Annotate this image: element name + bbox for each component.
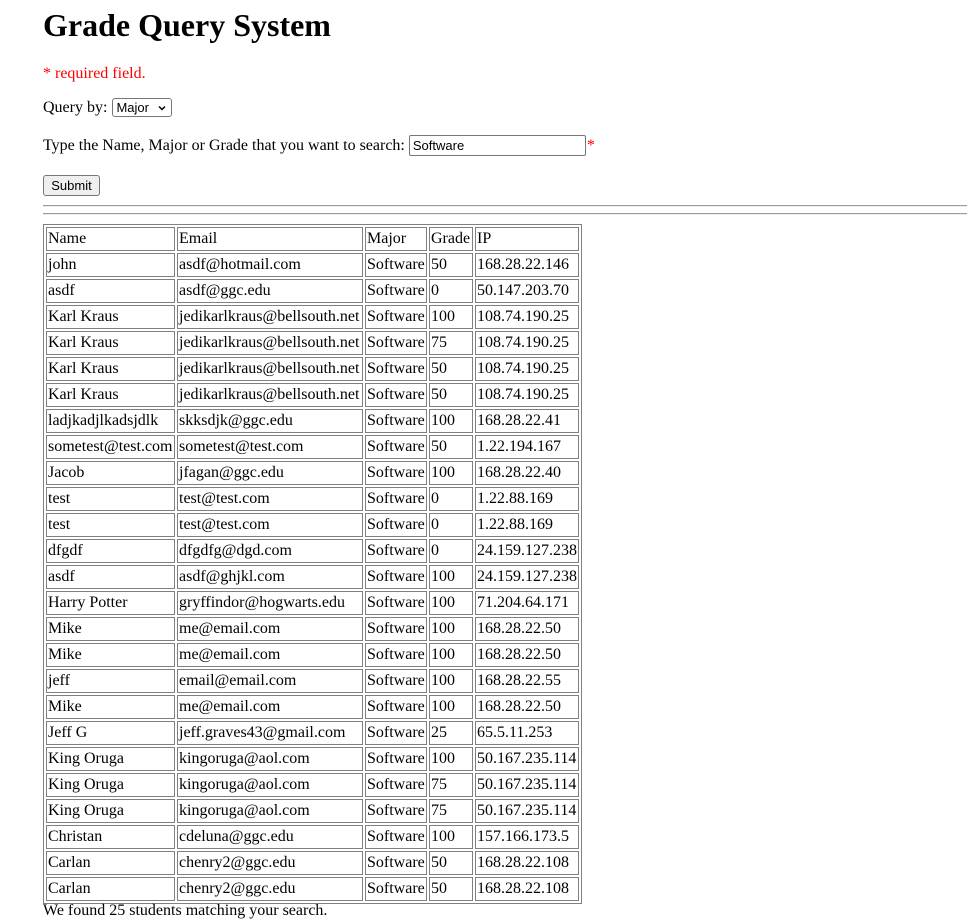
chevron-down-icon: [158, 104, 166, 112]
table-cell-email: jeff.graves43@gmail.com: [177, 721, 363, 745]
table-header-row: [46, 227, 579, 251]
table-cell-ip: 168.28.22.108: [475, 877, 579, 901]
table-cell-major: Software: [365, 669, 427, 693]
table-cell-grade: 50: [429, 877, 473, 901]
table-row: [46, 487, 579, 511]
table-row: [46, 461, 579, 485]
table-cell-name: Mike: [46, 617, 175, 641]
table-cell-major: Software: [365, 799, 427, 823]
query-by-selected-value: Major: [116, 99, 149, 115]
table-cell-grade: 100: [429, 669, 473, 693]
table-cell-email: jedikarlkraus@bellsouth.net: [177, 383, 363, 407]
table-cell-ip: 1.22.88.169: [475, 513, 579, 537]
table-row: [46, 305, 579, 329]
table-cell-email: skksdjk@ggc.edu: [177, 409, 363, 433]
table-cell-major: Software: [365, 539, 427, 563]
table-row: [46, 851, 579, 875]
table-row: [46, 695, 579, 719]
table-cell-email: jedikarlkraus@bellsouth.net: [177, 357, 363, 381]
table-cell-ip: 168.28.22.108: [475, 851, 579, 875]
table-row: [46, 669, 579, 693]
table-cell-ip: 157.166.173.5: [475, 825, 579, 849]
table-row: [46, 877, 579, 901]
required-star: *: [586, 137, 595, 154]
table-row: [46, 253, 579, 277]
table-cell-name: test: [46, 513, 175, 537]
divider: [43, 205, 967, 207]
table-row: [46, 721, 579, 745]
table-cell-name: ladjkadjlkadsjdlk: [46, 409, 175, 433]
table-cell-major: Software: [365, 695, 427, 719]
table-cell-major: Software: [365, 513, 427, 537]
table-cell-ip: 108.74.190.25: [475, 331, 579, 355]
table-cell-major: Software: [365, 279, 427, 303]
table-cell-major: Software: [365, 643, 427, 667]
table-cell-email: jedikarlkraus@bellsouth.net: [177, 331, 363, 355]
table-cell-ip: 1.22.88.169: [475, 487, 579, 511]
table-cell-grade: 50: [429, 253, 473, 277]
table-row: [46, 513, 579, 537]
table-row: [46, 591, 579, 615]
table-row: [46, 617, 579, 641]
table-cell-ip: 24.159.127.238: [475, 565, 579, 589]
table-cell-major: Software: [365, 773, 427, 797]
results-table-body: [46, 227, 579, 901]
table-cell-name: King Oruga: [46, 747, 175, 771]
table-cell-name: Carlan: [46, 877, 175, 901]
page-title: Grade Query System: [43, 7, 331, 43]
table-cell-ip: 108.74.190.25: [475, 383, 579, 407]
table-cell-major: Software: [365, 877, 427, 901]
table-cell-ip: 65.5.11.253: [475, 721, 579, 745]
table-cell-grade: 100: [429, 695, 473, 719]
table-cell-email: asdf@hotmail.com: [177, 253, 363, 277]
table-cell-grade: 0: [429, 539, 473, 563]
submit-button[interactable]: Submit: [43, 175, 100, 196]
table-cell-major: Software: [365, 383, 427, 407]
search-label: Type the Name, Major or Grade that you want to search:: [43, 137, 405, 155]
table-cell-name: john: [46, 253, 175, 277]
table-cell-email: chenry2@ggc.edu: [177, 851, 363, 875]
table-cell-grade: 100: [429, 617, 473, 641]
table-cell-major: Software: [365, 591, 427, 615]
header-cell-name: Name: [46, 227, 175, 251]
table-cell-grade: 0: [429, 279, 473, 303]
header-cell-email: Email: [177, 227, 363, 251]
table-cell-name: King Oruga: [46, 773, 175, 797]
table-cell-major: Software: [365, 565, 427, 589]
table-row: [46, 565, 579, 589]
query-by-select[interactable]: [112, 98, 172, 117]
table-cell-grade: 25: [429, 721, 473, 745]
table-cell-email: test@test.com: [177, 487, 363, 511]
table-cell-name: jeff: [46, 669, 175, 693]
table-cell-ip: 168.28.22.41: [475, 409, 579, 433]
table-cell-grade: 75: [429, 331, 473, 355]
table-cell-grade: 100: [429, 591, 473, 615]
query-by-label: Query by:: [43, 99, 108, 116]
table-cell-email: kingoruga@aol.com: [177, 799, 363, 823]
table-cell-ip: 168.28.22.55: [475, 669, 579, 693]
table-cell-email: me@email.com: [177, 695, 363, 719]
table-cell-name: Karl Kraus: [46, 357, 175, 381]
table-cell-major: Software: [365, 617, 427, 641]
table-cell-name: Mike: [46, 695, 175, 719]
table-cell-major: Software: [365, 253, 427, 277]
table-row: [46, 799, 579, 823]
table-cell-email: email@email.com: [177, 669, 363, 693]
table-cell-name: Harry Potter: [46, 591, 175, 615]
table-cell-ip: 50.167.235.114: [475, 799, 579, 823]
table-cell-ip: 50.167.235.114: [475, 747, 579, 771]
table-cell-major: Software: [365, 305, 427, 329]
table-cell-name: Carlan: [46, 851, 175, 875]
table-cell-name: asdf: [46, 279, 175, 303]
query-by-row: [43, 98, 172, 118]
table-cell-major: Software: [365, 409, 427, 433]
search-input[interactable]: Software: [409, 135, 586, 156]
table-cell-grade: 75: [429, 773, 473, 797]
table-cell-major: Software: [365, 487, 427, 511]
table-cell-ip: 168.28.22.50: [475, 643, 579, 667]
table-cell-grade: 100: [429, 409, 473, 433]
table-cell-grade: 75: [429, 799, 473, 823]
table-cell-name: test: [46, 487, 175, 511]
table-cell-grade: 0: [429, 513, 473, 537]
table-cell-grade: 50: [429, 435, 473, 459]
table-row: [46, 773, 579, 797]
table-row: [46, 383, 579, 407]
table-cell-major: Software: [365, 747, 427, 771]
table-cell-grade: 100: [429, 643, 473, 667]
table-cell-ip: 1.22.194.167: [475, 435, 579, 459]
table-cell-email: cdeluna@ggc.edu: [177, 825, 363, 849]
header-cell-ip: IP: [475, 227, 579, 251]
table-cell-name: Christan: [46, 825, 175, 849]
table-cell-name: Jacob: [46, 461, 175, 485]
table-cell-email: asdf@ggc.edu: [177, 279, 363, 303]
table-cell-email: asdf@ghjkl.com: [177, 565, 363, 589]
table-cell-name: dfgdf: [46, 539, 175, 563]
header-cell-major: Major: [365, 227, 427, 251]
search-row: [43, 136, 595, 157]
table-row: [46, 409, 579, 433]
table-cell-email: me@email.com: [177, 617, 363, 641]
table-row: [46, 539, 579, 563]
table-row: [46, 435, 579, 459]
table-cell-grade: 0: [429, 487, 473, 511]
table-cell-name: King Oruga: [46, 799, 175, 823]
table-cell-email: jfagan@ggc.edu: [177, 461, 363, 485]
table-cell-name: Karl Kraus: [46, 305, 175, 329]
table-cell-major: Software: [365, 851, 427, 875]
required-field-note: * required field.: [43, 65, 146, 82]
table-cell-ip: 108.74.190.25: [475, 357, 579, 381]
table-cell-email: jedikarlkraus@bellsouth.net: [177, 305, 363, 329]
table-cell-ip: 168.28.22.50: [475, 617, 579, 641]
table-cell-major: Software: [365, 357, 427, 381]
table-cell-name: Jeff G: [46, 721, 175, 745]
table-cell-major: Software: [365, 825, 427, 849]
table-row: [46, 331, 579, 355]
table-cell-grade: 100: [429, 305, 473, 329]
table-cell-email: dfgdfg@dgd.com: [177, 539, 363, 563]
table-cell-name: Mike: [46, 643, 175, 667]
table-cell-name: Karl Kraus: [46, 331, 175, 355]
table-cell-email: kingoruga@aol.com: [177, 747, 363, 771]
table-cell-major: Software: [365, 721, 427, 745]
table-cell-email: me@email.com: [177, 643, 363, 667]
table-cell-grade: 100: [429, 461, 473, 485]
table-cell-grade: 50: [429, 851, 473, 875]
table-cell-ip: 108.74.190.25: [475, 305, 579, 329]
divider: [43, 213, 967, 215]
table-row: [46, 747, 579, 771]
table-cell-major: Software: [365, 461, 427, 485]
table-cell-ip: 50.167.235.114: [475, 773, 579, 797]
table-cell-email: sometest@test.com: [177, 435, 363, 459]
table-cell-email: kingoruga@aol.com: [177, 773, 363, 797]
table-cell-name: sometest@test.com: [46, 435, 175, 459]
table-cell-email: test@test.com: [177, 513, 363, 537]
table-cell-ip: 24.159.127.238: [475, 539, 579, 563]
table-cell-grade: 50: [429, 383, 473, 407]
table-cell-name: asdf: [46, 565, 175, 589]
table-row: [46, 357, 579, 381]
table-row: [46, 643, 579, 667]
table-cell-ip: 168.28.22.40: [475, 461, 579, 485]
table-cell-name: Karl Kraus: [46, 383, 175, 407]
table-cell-email: gryffindor@hogwarts.edu: [177, 591, 363, 615]
table-cell-ip: 71.204.64.171: [475, 591, 579, 615]
table-cell-ip: 50.147.203.70: [475, 279, 579, 303]
table-cell-major: Software: [365, 331, 427, 355]
table-cell-grade: 100: [429, 565, 473, 589]
result-count-message: We found 25 students matching your search.: [43, 902, 328, 919]
table-cell-major: Software: [365, 435, 427, 459]
table-cell-grade: 100: [429, 825, 473, 849]
header-cell-grade: Grade: [429, 227, 473, 251]
table-cell-ip: 168.28.22.50: [475, 695, 579, 719]
results-table: [43, 224, 582, 904]
table-cell-ip: 168.28.22.146: [475, 253, 579, 277]
table-cell-email: chenry2@ggc.edu: [177, 877, 363, 901]
table-cell-grade: 50: [429, 357, 473, 381]
table-row: [46, 279, 579, 303]
table-cell-grade: 100: [429, 747, 473, 771]
table-row: [46, 825, 579, 849]
